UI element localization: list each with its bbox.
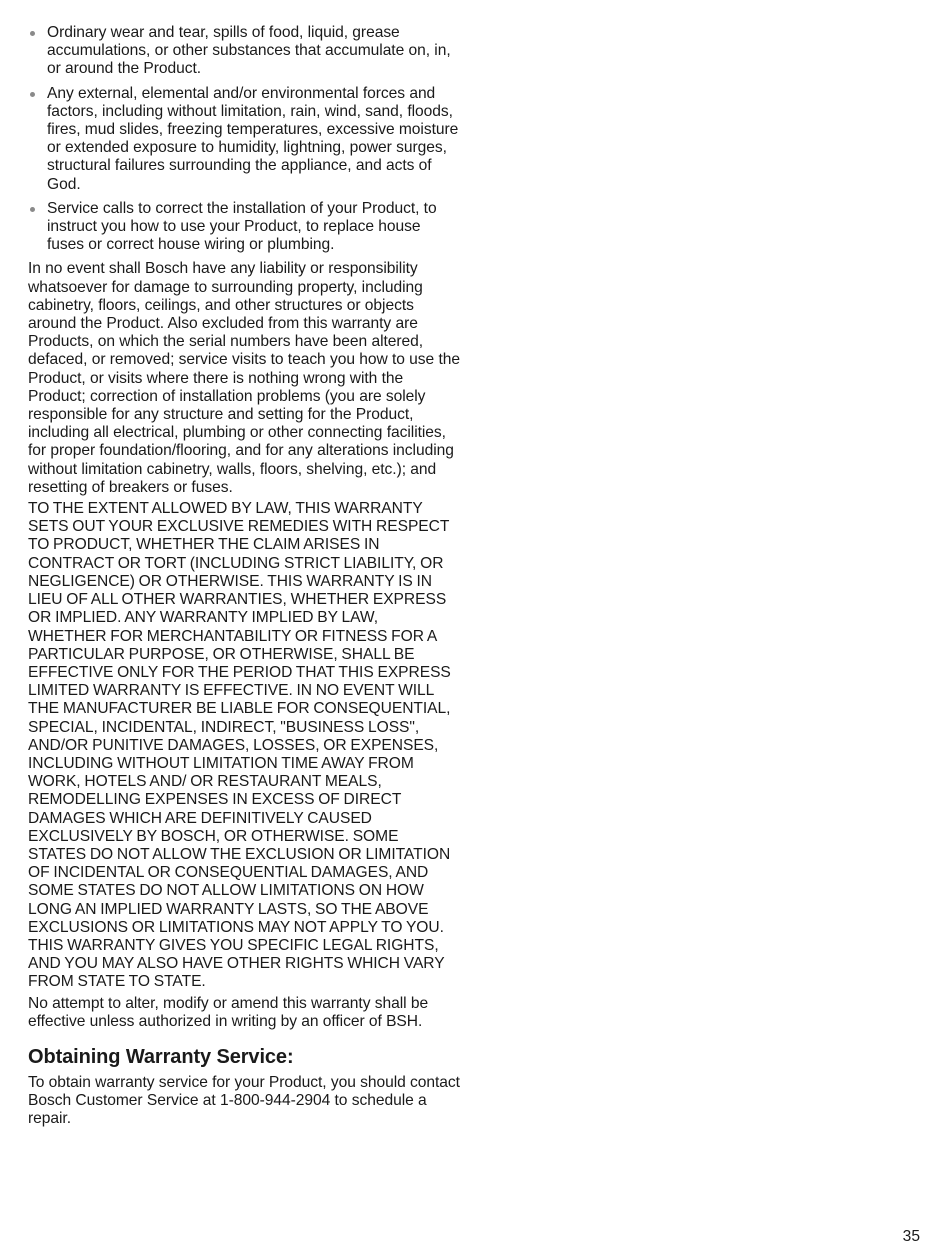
list-item (28, 85, 460, 194)
list-item (28, 24, 460, 79)
list-item-text: Ordinary wear and tear, spills of food, liquid, grease accumulations, or other substances that accumulate on, in, or around the Product. (47, 24, 451, 78)
list-item-text: Any external, elemental and/or environmental forces and factors, including without limitation, rain, wind, sand, floods, fires, mud slides, freezing temperatures, excessive moisture or extended exposure to humidity, lightning, power surges, structural failures surrounding the appliance, and acts of God. (47, 84, 459, 193)
document-column (28, 24, 460, 1132)
disclaimer-paragraph: TO THE EXTENT ALLOWED BY LAW, THIS WARRANTY SETS OUT YOUR EXCLUSIVE REMEDIES WITH RESPECT TO PRODUCT, WHETHER THE CLAIM ARISES IN CONTRACT OR TORT (INCLUDING STRICT LIABILITY, OR NEGLIGENCE) OR OTHERWISE. THIS WARRANTY IS IN LIEU OF ALL OTHER WARRANTIES, WHETHER EXPRESS OR IMPLIED. ANY WARRANTY IMPLIED BY LAW, WHETHER FOR MERCHANTABILITY OR FITNESS FOR A PARTICULAR PURPOSE, OR OTHERWISE, SHALL BE EFFECTIVE ONLY FOR THE PERIOD THAT THIS EXPRESS LIMITED WARRANTY IS EFFECTIVE. IN NO EVENT WILL THE MANUFACTURER BE LIABLE FOR CONSEQUENTIAL, SPECIAL, INCIDENTAL, INDIRECT, "BUSINESS LOSS", AND/OR PUNITIVE DAMAGES, LOSSES, OR EXPENSES, INCLUDING WITHOUT LIMITATION TIME AWAY FROM WORK, HOTELS AND/ OR RESTAURANT MEALS, REMODELLING EXPENSES IN EXCESS OF DIRECT DAMAGES WHICH ARE DEFINITIVELY CAUSED EXCLUSIVELY BY BOSCH, OR OTHERWISE. SOME STATES DO NOT ALLOW THE EXCLUSION OR LIMITATION OF INCIDENTAL OR CONSEQUENTIAL DAMAGES, AND SOME STATES DO NOT ALLOW LIMITATIONS ON HOW LONG AN IMPLIED WARRANTY LASTS, SO THE ABOVE EXCLUSIONS OR LIMITATIONS MAY NOT APPLY TO YOU. THIS WARRANTY GIVES YOU SPECIFIC LEGAL RIGHTS, AND YOU MAY ALSO HAVE OTHER RIGHTS WHICH VARY FROM STATE TO STATE. (28, 500, 451, 991)
page-number: 35 (902, 1228, 920, 1245)
list-item (28, 200, 460, 255)
exclusion-list (28, 24, 460, 254)
amendment-paragraph: No attempt to alter, modify or amend this warranty shall be effective unless authorized in writing by an officer of BSH. (28, 994, 429, 1030)
liability-paragraph: In no event shall Bosch have any liability or responsibility whatsoever for damage to surrounding property, including cabinetry, floors, ceilings, and other structures or objects around the Product. Also excluded from this warranty are Products, on which the serial numbers have been altered, defaced, or removed; service visits to teach you how to use the Product, or visits where there is nothing wrong with the Product; correction of installation problems (you are solely responsible for any structure and setting for the Product, including all electrical, plumbing or other connecting facilities, for proper foundation/flooring, and for any alterations including without limitation cabinetry, walls, floors, shelving, etc.); and resetting of breakers or fuses. (28, 260, 460, 496)
section-heading: Obtaining Warranty Service: (28, 1045, 294, 1068)
bullet-icon (30, 92, 35, 97)
bullet-icon (30, 31, 35, 36)
service-paragraph: To obtain warranty service for your Product, you should contact Bosch Customer Service at 1-800-944-2904 to schedule a repair. (28, 1073, 460, 1128)
bullet-icon (30, 207, 35, 212)
list-item-text: Service calls to correct the installation of your Product, to instruct you how to use your Product, to replace house fuses or correct house wiring or plumbing. (47, 199, 437, 254)
